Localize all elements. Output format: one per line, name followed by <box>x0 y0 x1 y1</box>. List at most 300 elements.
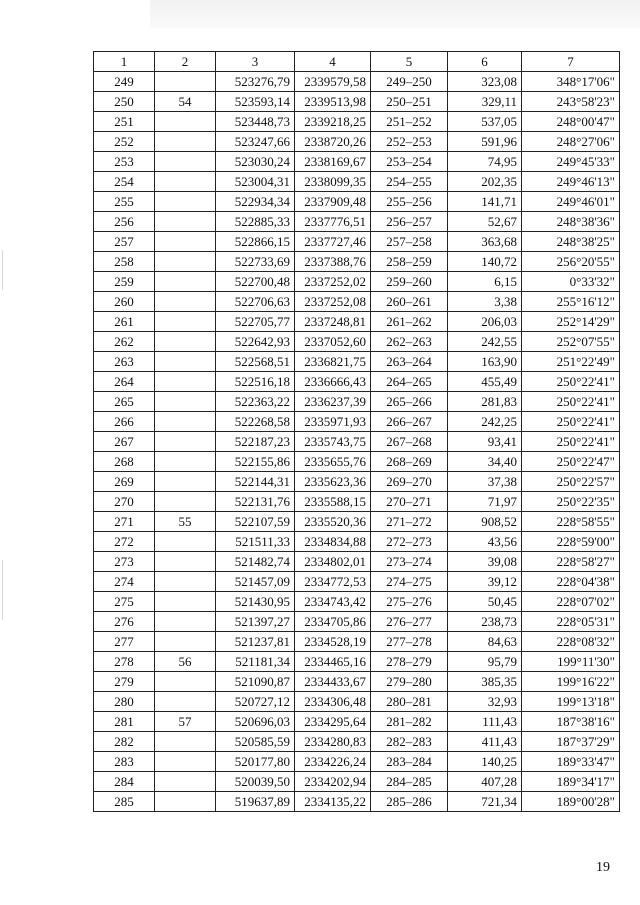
cell-segment: 262–263 <box>371 332 448 352</box>
cell-section-number <box>155 132 216 152</box>
table-row <box>94 192 620 212</box>
cell-coordinate-x: 522187,23 <box>216 432 295 452</box>
cell-segment: 254–255 <box>371 172 448 192</box>
cell-point-number: 262 <box>94 332 155 352</box>
column-header-segment: 5 <box>371 52 448 72</box>
table-row <box>94 112 620 132</box>
cell-bearing: 250°22'41" <box>522 412 620 432</box>
table-row <box>94 732 620 752</box>
cell-bearing: 189°33'47" <box>522 752 620 772</box>
cell-coordinate-x: 521511,33 <box>216 532 295 552</box>
cell-length: 411,43 <box>448 732 522 752</box>
cell-coordinate-y: 2337909,48 <box>295 192 371 212</box>
cell-bearing: 249°45'33" <box>522 152 620 172</box>
cell-coordinate-x: 523448,73 <box>216 112 295 132</box>
cell-coordinate-y: 2334465,16 <box>295 652 371 672</box>
cell-coordinate-y: 2334743,42 <box>295 592 371 612</box>
cell-point-number: 281 <box>94 712 155 732</box>
cell-section-number <box>155 672 216 692</box>
cell-point-number: 273 <box>94 552 155 572</box>
cell-segment: 282–283 <box>371 732 448 752</box>
cell-segment: 263–264 <box>371 352 448 372</box>
cell-coordinate-y: 2334135,22 <box>295 792 371 812</box>
table-row <box>94 772 620 792</box>
cell-length: 95,79 <box>448 652 522 672</box>
cell-coordinate-y: 2337727,46 <box>295 232 371 252</box>
cell-length: 591,96 <box>448 132 522 152</box>
cell-coordinate-y: 2338720,26 <box>295 132 371 152</box>
cell-coordinate-y: 2336821,75 <box>295 352 371 372</box>
table-row <box>94 792 620 812</box>
table-row <box>94 252 620 272</box>
cell-coordinate-x: 523247,66 <box>216 132 295 152</box>
cell-section-number <box>155 452 216 472</box>
table-row <box>94 432 620 452</box>
cell-coordinate-y: 2334202,94 <box>295 772 371 792</box>
table-row <box>94 172 620 192</box>
cell-point-number: 280 <box>94 692 155 712</box>
cell-coordinate-y: 2335588,15 <box>295 492 371 512</box>
table-row <box>94 492 620 512</box>
table-row <box>94 512 620 532</box>
cell-length: 6,15 <box>448 272 522 292</box>
cell-length: 140,72 <box>448 252 522 272</box>
cell-coordinate-y: 2335743,75 <box>295 432 371 452</box>
column-header-section-number: 2 <box>155 52 216 72</box>
cell-coordinate-y: 2338099,35 <box>295 172 371 192</box>
cell-coordinate-y: 2334306,48 <box>295 692 371 712</box>
cell-point-number: 265 <box>94 392 155 412</box>
cell-coordinate-y: 2335520,36 <box>295 512 371 532</box>
cell-bearing: 228°58'55" <box>522 512 620 532</box>
cell-bearing: 251°22'49" <box>522 352 620 372</box>
cell-length: 385,35 <box>448 672 522 692</box>
cell-length: 363,68 <box>448 232 522 252</box>
table-row <box>94 152 620 172</box>
coordinates-table <box>93 51 620 812</box>
cell-section-number <box>155 412 216 432</box>
cell-coordinate-x: 520585,59 <box>216 732 295 752</box>
cell-coordinate-x: 522144,31 <box>216 472 295 492</box>
cell-section-number <box>155 492 216 512</box>
cell-coordinate-x: 522866,15 <box>216 232 295 252</box>
cell-point-number: 256 <box>94 212 155 232</box>
cell-coordinate-y: 2334802,01 <box>295 552 371 572</box>
page-number: 19 <box>596 860 610 875</box>
column-header-coordinate-x: 3 <box>216 52 295 72</box>
cell-segment: 269–270 <box>371 472 448 492</box>
cell-bearing: 228°08'32" <box>522 632 620 652</box>
cell-segment: 257–258 <box>371 232 448 252</box>
cell-section-number <box>155 572 216 592</box>
cell-point-number: 266 <box>94 412 155 432</box>
cell-coordinate-y: 2336237,39 <box>295 392 371 412</box>
table-row <box>94 672 620 692</box>
cell-length: 206,03 <box>448 312 522 332</box>
cell-bearing: 255°16'12" <box>522 292 620 312</box>
cell-segment: 275–276 <box>371 592 448 612</box>
cell-coordinate-y: 2334280,83 <box>295 732 371 752</box>
cell-bearing: 199°16'22" <box>522 672 620 692</box>
cell-section-number <box>155 692 216 712</box>
cell-coordinate-y: 2337776,51 <box>295 212 371 232</box>
cell-section-number <box>155 472 216 492</box>
table-row <box>94 132 620 152</box>
cell-section-number <box>155 372 216 392</box>
cell-point-number: 279 <box>94 672 155 692</box>
cell-segment: 279–280 <box>371 672 448 692</box>
cell-segment: 271–272 <box>371 512 448 532</box>
cell-point-number: 250 <box>94 92 155 112</box>
column-header-length: 6 <box>448 52 522 72</box>
table-row <box>94 592 620 612</box>
cell-length: 202,35 <box>448 172 522 192</box>
table-row <box>94 472 620 492</box>
cell-point-number: 254 <box>94 172 155 192</box>
cell-coordinate-x: 522516,18 <box>216 372 295 392</box>
cell-bearing: 250°22'47" <box>522 452 620 472</box>
table-row <box>94 652 620 672</box>
cell-coordinate-y: 2334772,53 <box>295 572 371 592</box>
cell-segment: 283–284 <box>371 752 448 772</box>
cell-section-number <box>155 272 216 292</box>
cell-length: 93,41 <box>448 432 522 452</box>
cell-bearing: 199°11'30" <box>522 652 620 672</box>
cell-length: 39,12 <box>448 572 522 592</box>
cell-section-number <box>155 312 216 332</box>
cell-segment: 273–274 <box>371 552 448 572</box>
cell-coordinate-x: 521181,34 <box>216 652 295 672</box>
cell-bearing: 187°38'16" <box>522 712 620 732</box>
cell-coordinate-y: 2336666,43 <box>295 372 371 392</box>
cell-section-number <box>155 632 216 652</box>
cell-point-number: 259 <box>94 272 155 292</box>
cell-coordinate-x: 522568,51 <box>216 352 295 372</box>
cell-section-number <box>155 332 216 352</box>
cell-length: 242,25 <box>448 412 522 432</box>
cell-point-number: 271 <box>94 512 155 532</box>
cell-segment: 261–262 <box>371 312 448 332</box>
cell-length: 111,43 <box>448 712 522 732</box>
cell-point-number: 268 <box>94 452 155 472</box>
cell-segment: 267–268 <box>371 432 448 452</box>
cell-section-number <box>155 592 216 612</box>
cell-point-number: 283 <box>94 752 155 772</box>
cell-segment: 278–279 <box>371 652 448 672</box>
cell-bearing: 243°58'23" <box>522 92 620 112</box>
cell-length: 141,71 <box>448 192 522 212</box>
scan-edge-mark <box>2 250 3 290</box>
cell-bearing: 248°27'06" <box>522 132 620 152</box>
cell-coordinate-x: 521237,81 <box>216 632 295 652</box>
cell-point-number: 253 <box>94 152 155 172</box>
cell-coordinate-x: 522107,59 <box>216 512 295 532</box>
cell-coordinate-y: 2335623,36 <box>295 472 371 492</box>
cell-coordinate-x: 522706,63 <box>216 292 295 312</box>
scan-shading <box>150 0 640 28</box>
cell-bearing: 250°22'57" <box>522 472 620 492</box>
cell-coordinate-x: 523276,79 <box>216 72 295 92</box>
cell-length: 238,73 <box>448 612 522 632</box>
cell-length: 281,83 <box>448 392 522 412</box>
cell-point-number: 264 <box>94 372 155 392</box>
table-row <box>94 612 620 632</box>
cell-coordinate-y: 2334295,64 <box>295 712 371 732</box>
table-row <box>94 452 620 472</box>
cell-coordinate-y: 2334226,24 <box>295 752 371 772</box>
cell-section-number <box>155 292 216 312</box>
cell-coordinate-y: 2337248,81 <box>295 312 371 332</box>
cell-length: 537,05 <box>448 112 522 132</box>
cell-length: 52,67 <box>448 212 522 232</box>
cell-segment: 264–265 <box>371 372 448 392</box>
cell-point-number: 274 <box>94 572 155 592</box>
cell-bearing: 248°38'25" <box>522 232 620 252</box>
cell-length: 407,28 <box>448 772 522 792</box>
cell-section-number <box>155 192 216 212</box>
cell-length: 908,52 <box>448 512 522 532</box>
cell-coordinate-x: 522705,77 <box>216 312 295 332</box>
cell-coordinate-x: 523030,24 <box>216 152 295 172</box>
cell-length: 37,38 <box>448 472 522 492</box>
cell-section-number <box>155 732 216 752</box>
cell-section-number <box>155 752 216 772</box>
cell-bearing: 250°22'41" <box>522 432 620 452</box>
cell-segment: 266–267 <box>371 412 448 432</box>
cell-length: 721,34 <box>448 792 522 812</box>
cell-length: 71,97 <box>448 492 522 512</box>
cell-coordinate-x: 521430,95 <box>216 592 295 612</box>
cell-segment: 256–257 <box>371 212 448 232</box>
column-header-coordinate-y: 4 <box>295 52 371 72</box>
cell-bearing: 250°22'35" <box>522 492 620 512</box>
cell-segment: 281–282 <box>371 712 448 732</box>
cell-point-number: 282 <box>94 732 155 752</box>
cell-section-number <box>155 392 216 412</box>
table-row <box>94 232 620 252</box>
cell-length: 242,55 <box>448 332 522 352</box>
cell-segment: 253–254 <box>371 152 448 172</box>
cell-bearing: 250°22'41" <box>522 392 620 412</box>
cell-point-number: 277 <box>94 632 155 652</box>
cell-segment: 285–286 <box>371 792 448 812</box>
cell-segment: 277–278 <box>371 632 448 652</box>
cell-segment: 276–277 <box>371 612 448 632</box>
cell-segment: 251–252 <box>371 112 448 132</box>
table-row <box>94 372 620 392</box>
cell-point-number: 284 <box>94 772 155 792</box>
cell-section-number: 57 <box>155 712 216 732</box>
table-row <box>94 532 620 552</box>
cell-coordinate-y: 2339579,58 <box>295 72 371 92</box>
cell-segment: 259–260 <box>371 272 448 292</box>
table-row <box>94 292 620 312</box>
cell-bearing: 0°33'32" <box>522 272 620 292</box>
cell-length: 50,45 <box>448 592 522 612</box>
cell-coordinate-x: 521482,74 <box>216 552 295 572</box>
table-row <box>94 752 620 772</box>
cell-bearing: 249°46'01" <box>522 192 620 212</box>
cell-section-number <box>155 352 216 372</box>
cell-length: 74,95 <box>448 152 522 172</box>
cell-coordinate-y: 2335655,76 <box>295 452 371 472</box>
table-row <box>94 352 620 372</box>
cell-section-number <box>155 212 216 232</box>
cell-coordinate-y: 2339218,25 <box>295 112 371 132</box>
cell-segment: 268–269 <box>371 452 448 472</box>
cell-section-number <box>155 552 216 572</box>
cell-length: 140,25 <box>448 752 522 772</box>
cell-coordinate-x: 520039,50 <box>216 772 295 792</box>
cell-bearing: 189°00'28" <box>522 792 620 812</box>
cell-segment: 284–285 <box>371 772 448 792</box>
cell-bearing: 248°38'36" <box>522 212 620 232</box>
cell-coordinate-y: 2335971,93 <box>295 412 371 432</box>
table-row <box>94 332 620 352</box>
cell-coordinate-x: 523004,31 <box>216 172 295 192</box>
scan-edge-mark <box>2 560 3 620</box>
cell-bearing: 228°59'00" <box>522 532 620 552</box>
cell-point-number: 269 <box>94 472 155 492</box>
cell-coordinate-y: 2337252,08 <box>295 292 371 312</box>
cell-segment: 272–273 <box>371 532 448 552</box>
cell-section-number <box>155 432 216 452</box>
cell-point-number: 257 <box>94 232 155 252</box>
cell-length: 163,90 <box>448 352 522 372</box>
cell-coordinate-x: 523593,14 <box>216 92 295 112</box>
cell-point-number: 272 <box>94 532 155 552</box>
cell-point-number: 270 <box>94 492 155 512</box>
cell-section-number: 54 <box>155 92 216 112</box>
cell-section-number: 56 <box>155 652 216 672</box>
cell-bearing: 250°22'41" <box>522 372 620 392</box>
table-row <box>94 552 620 572</box>
cell-bearing: 187°37'29" <box>522 732 620 752</box>
cell-length: 3,38 <box>448 292 522 312</box>
cell-bearing: 252°14'29" <box>522 312 620 332</box>
cell-section-number: 55 <box>155 512 216 532</box>
cell-bearing: 348°17'06" <box>522 72 620 92</box>
cell-bearing: 249°46'13" <box>522 172 620 192</box>
cell-segment: 274–275 <box>371 572 448 592</box>
cell-bearing: 228°07'02" <box>522 592 620 612</box>
cell-segment: 250–251 <box>371 92 448 112</box>
cell-segment: 258–259 <box>371 252 448 272</box>
cell-length: 43,56 <box>448 532 522 552</box>
cell-segment: 280–281 <box>371 692 448 712</box>
cell-length: 39,08 <box>448 552 522 572</box>
cell-coordinate-x: 522642,93 <box>216 332 295 352</box>
cell-coordinate-x: 522700,48 <box>216 272 295 292</box>
cell-section-number <box>155 772 216 792</box>
table-row <box>94 312 620 332</box>
cell-point-number: 251 <box>94 112 155 132</box>
cell-section-number <box>155 152 216 172</box>
cell-bearing: 256°20'55" <box>522 252 620 272</box>
cell-segment: 255–256 <box>371 192 448 212</box>
table-row <box>94 692 620 712</box>
column-header-bearing: 7 <box>522 52 620 72</box>
table-body <box>94 52 620 812</box>
column-header-point-number: 1 <box>94 52 155 72</box>
cell-coordinate-x: 522268,58 <box>216 412 295 432</box>
cell-point-number: 249 <box>94 72 155 92</box>
cell-length: 84,63 <box>448 632 522 652</box>
cell-coordinate-x: 522885,33 <box>216 212 295 232</box>
cell-length: 323,08 <box>448 72 522 92</box>
cell-length: 455,49 <box>448 372 522 392</box>
cell-coordinate-x: 520727,12 <box>216 692 295 712</box>
cell-point-number: 252 <box>94 132 155 152</box>
cell-coordinate-x: 519637,89 <box>216 792 295 812</box>
cell-coordinate-y: 2338169,67 <box>295 152 371 172</box>
cell-coordinate-x: 520177,80 <box>216 752 295 772</box>
cell-segment: 270–271 <box>371 492 448 512</box>
table-row <box>94 632 620 652</box>
cell-bearing: 228°05'31" <box>522 612 620 632</box>
cell-point-number: 278 <box>94 652 155 672</box>
cell-segment: 260–261 <box>371 292 448 312</box>
cell-coordinate-x: 522934,34 <box>216 192 295 212</box>
table-row <box>94 212 620 232</box>
cell-point-number: 285 <box>94 792 155 812</box>
cell-section-number <box>155 532 216 552</box>
cell-bearing: 248°00'47" <box>522 112 620 132</box>
table-row <box>94 572 620 592</box>
cell-coordinate-y: 2334834,88 <box>295 532 371 552</box>
cell-segment: 252–253 <box>371 132 448 152</box>
cell-coordinate-y: 2337252,02 <box>295 272 371 292</box>
cell-bearing: 199°13'18" <box>522 692 620 712</box>
cell-coordinate-y: 2334705,86 <box>295 612 371 632</box>
cell-coordinate-x: 520696,03 <box>216 712 295 732</box>
cell-section-number <box>155 612 216 632</box>
table-row <box>94 92 620 112</box>
cell-point-number: 261 <box>94 312 155 332</box>
table-row <box>94 272 620 292</box>
table-row <box>94 412 620 432</box>
cell-point-number: 276 <box>94 612 155 632</box>
cell-coordinate-x: 522131,76 <box>216 492 295 512</box>
cell-point-number: 258 <box>94 252 155 272</box>
table-row <box>94 712 620 732</box>
cell-length: 32,93 <box>448 692 522 712</box>
cell-point-number: 275 <box>94 592 155 612</box>
cell-coordinate-y: 2334433,67 <box>295 672 371 692</box>
cell-bearing: 228°58'27" <box>522 552 620 572</box>
cell-section-number <box>155 232 216 252</box>
cell-coordinate-x: 521090,87 <box>216 672 295 692</box>
cell-point-number: 267 <box>94 432 155 452</box>
cell-section-number <box>155 792 216 812</box>
cell-coordinate-x: 522155,86 <box>216 452 295 472</box>
cell-bearing: 252°07'55" <box>522 332 620 352</box>
cell-coordinate-y: 2334528,19 <box>295 632 371 652</box>
table-row <box>94 392 620 412</box>
cell-coordinate-x: 521457,09 <box>216 572 295 592</box>
cell-bearing: 228°04'38" <box>522 572 620 592</box>
cell-section-number <box>155 112 216 132</box>
cell-segment: 249–250 <box>371 72 448 92</box>
cell-coordinate-y: 2339513,98 <box>295 92 371 112</box>
cell-coordinate-y: 2337052,60 <box>295 332 371 352</box>
cell-coordinate-x: 521397,27 <box>216 612 295 632</box>
cell-section-number <box>155 252 216 272</box>
cell-coordinate-x: 522363,22 <box>216 392 295 412</box>
cell-length: 34,40 <box>448 452 522 472</box>
table-header-row <box>94 52 620 72</box>
cell-section-number <box>155 72 216 92</box>
